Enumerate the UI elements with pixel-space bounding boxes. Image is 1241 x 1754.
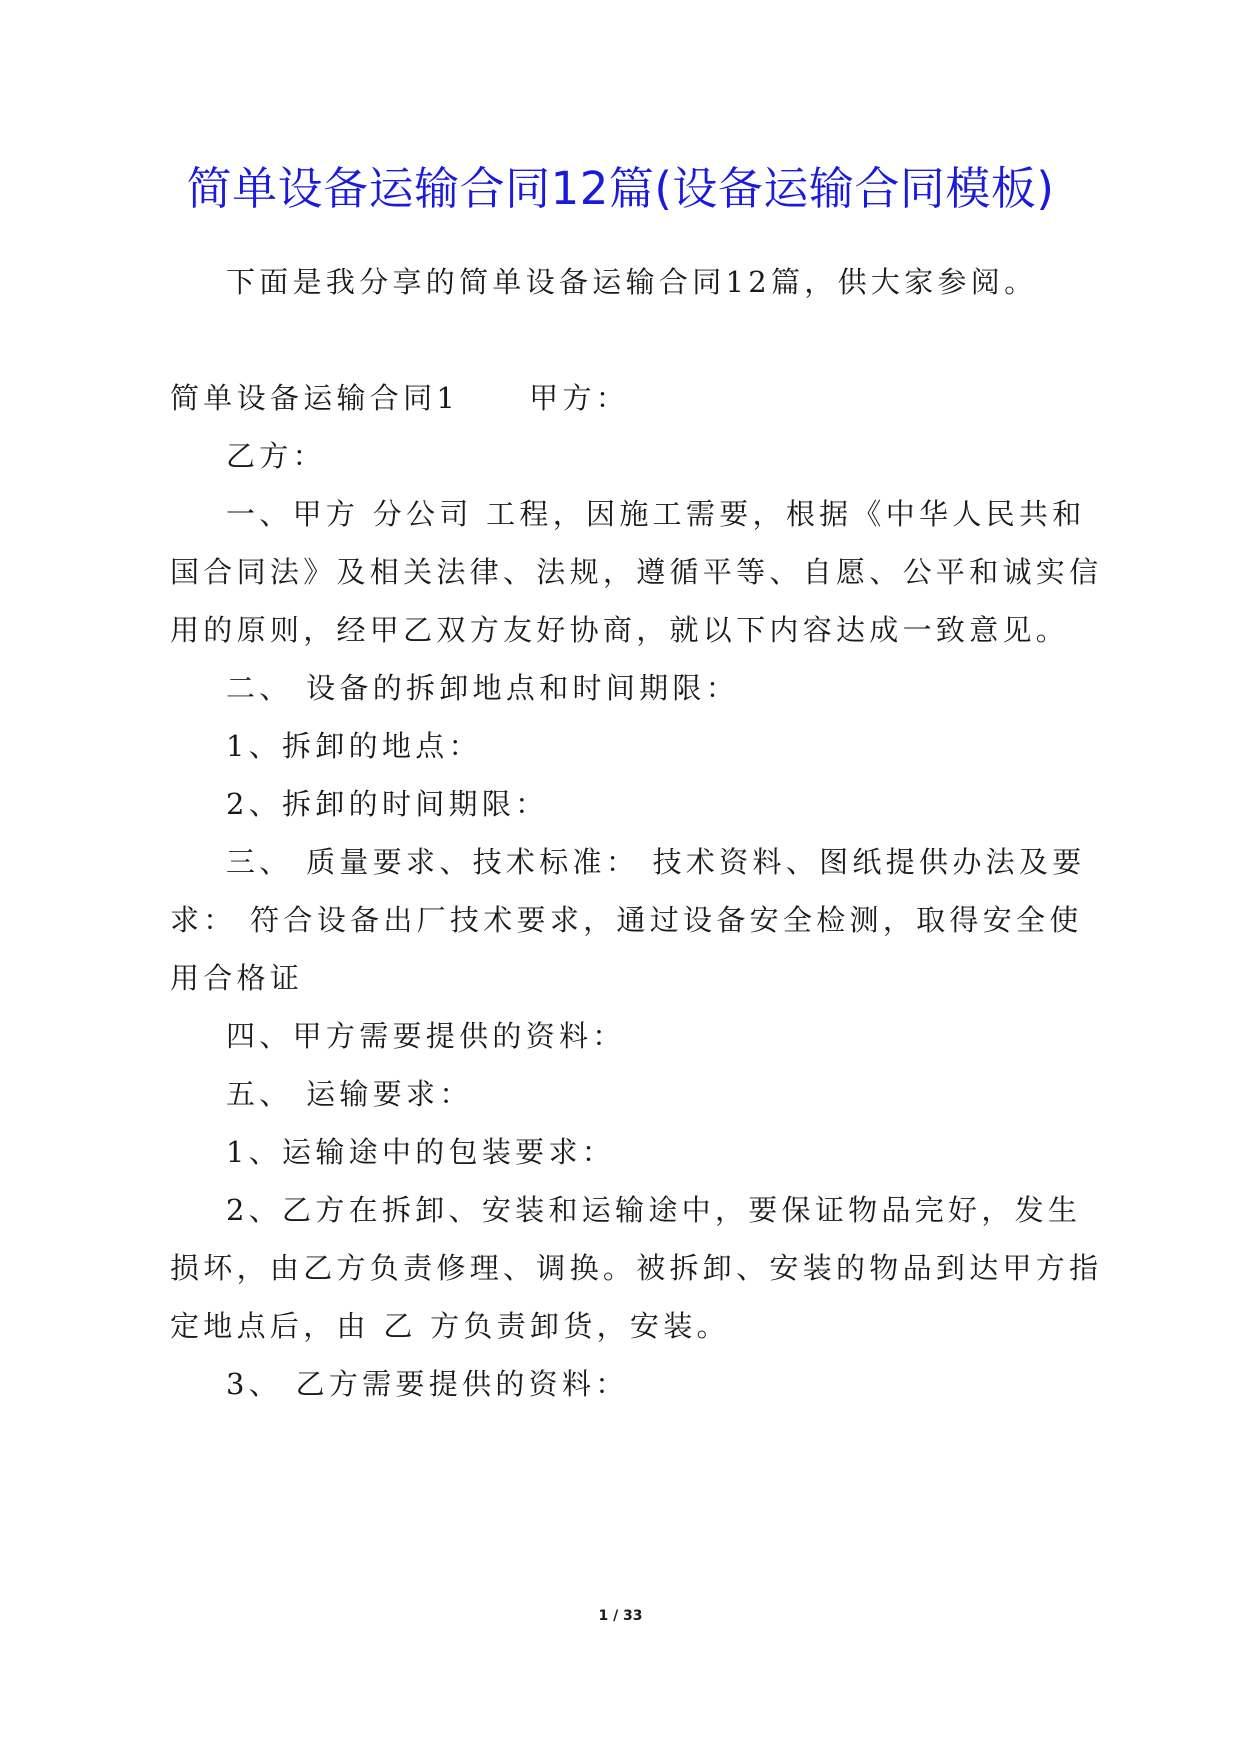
paragraph-line: 用的原则，经甲乙双方友好协商，就以下内容达成一致意见。 [170, 613, 1070, 647]
list-item: 2、乙方在拆卸、安装和运输途中，要保证物品完好，发生 [226, 1193, 1082, 1227]
paragraph-line: 求： 符合设备出厂技术要求，通过设备安全检测，取得安全使 [170, 903, 1083, 937]
paragraph-line: 用合格证 [170, 961, 304, 995]
list-item: 1、运输途中的包装要求： [226, 1135, 616, 1169]
list-item: 2、拆卸的时间期限： [226, 787, 549, 821]
paragraph-line: 一、甲方 分公司 工程，因施工需要，根据《中华人民共和 [226, 497, 1086, 531]
contract-heading-line [170, 380, 629, 416]
paragraph-line: 国合同法》及相关法律、法规，遵循平等、自愿、公平和诚实信 [170, 555, 1103, 589]
document-title: 简单设备运输合同12篇(设备运输合同模板) [186, 162, 1055, 215]
contract-heading: 简单设备运输合同1 [170, 381, 460, 415]
page-indicator: 1 / 33 [598, 1608, 643, 1624]
section-heading: 二、 设备的拆卸地点和时间期限： [226, 671, 740, 705]
paragraph-line: 定地点后，由 乙 方负责卸货，安装。 [170, 1309, 730, 1343]
section-heading: 四、甲方需要提供的资料： [226, 1019, 626, 1053]
section-heading: 三、 质量要求、技术标准： 技术资料、图纸提供办法及要 [226, 845, 1086, 879]
party-b-label: 乙方： [226, 439, 326, 473]
paragraph-line: 损坏，由乙方负责修理、调换。被拆卸、安装的物品到达甲方指 [170, 1251, 1103, 1285]
list-item: 1、拆卸的地点： [226, 729, 482, 763]
section-heading: 五、 运输要求： [226, 1077, 473, 1111]
list-item: 3、 乙方需要提供的资料： [226, 1367, 629, 1401]
party-a-label: 甲方： [529, 381, 630, 415]
intro-paragraph: 下面是我分享的简单设备运输合同12篇，供大家参阅。 [226, 265, 1038, 299]
